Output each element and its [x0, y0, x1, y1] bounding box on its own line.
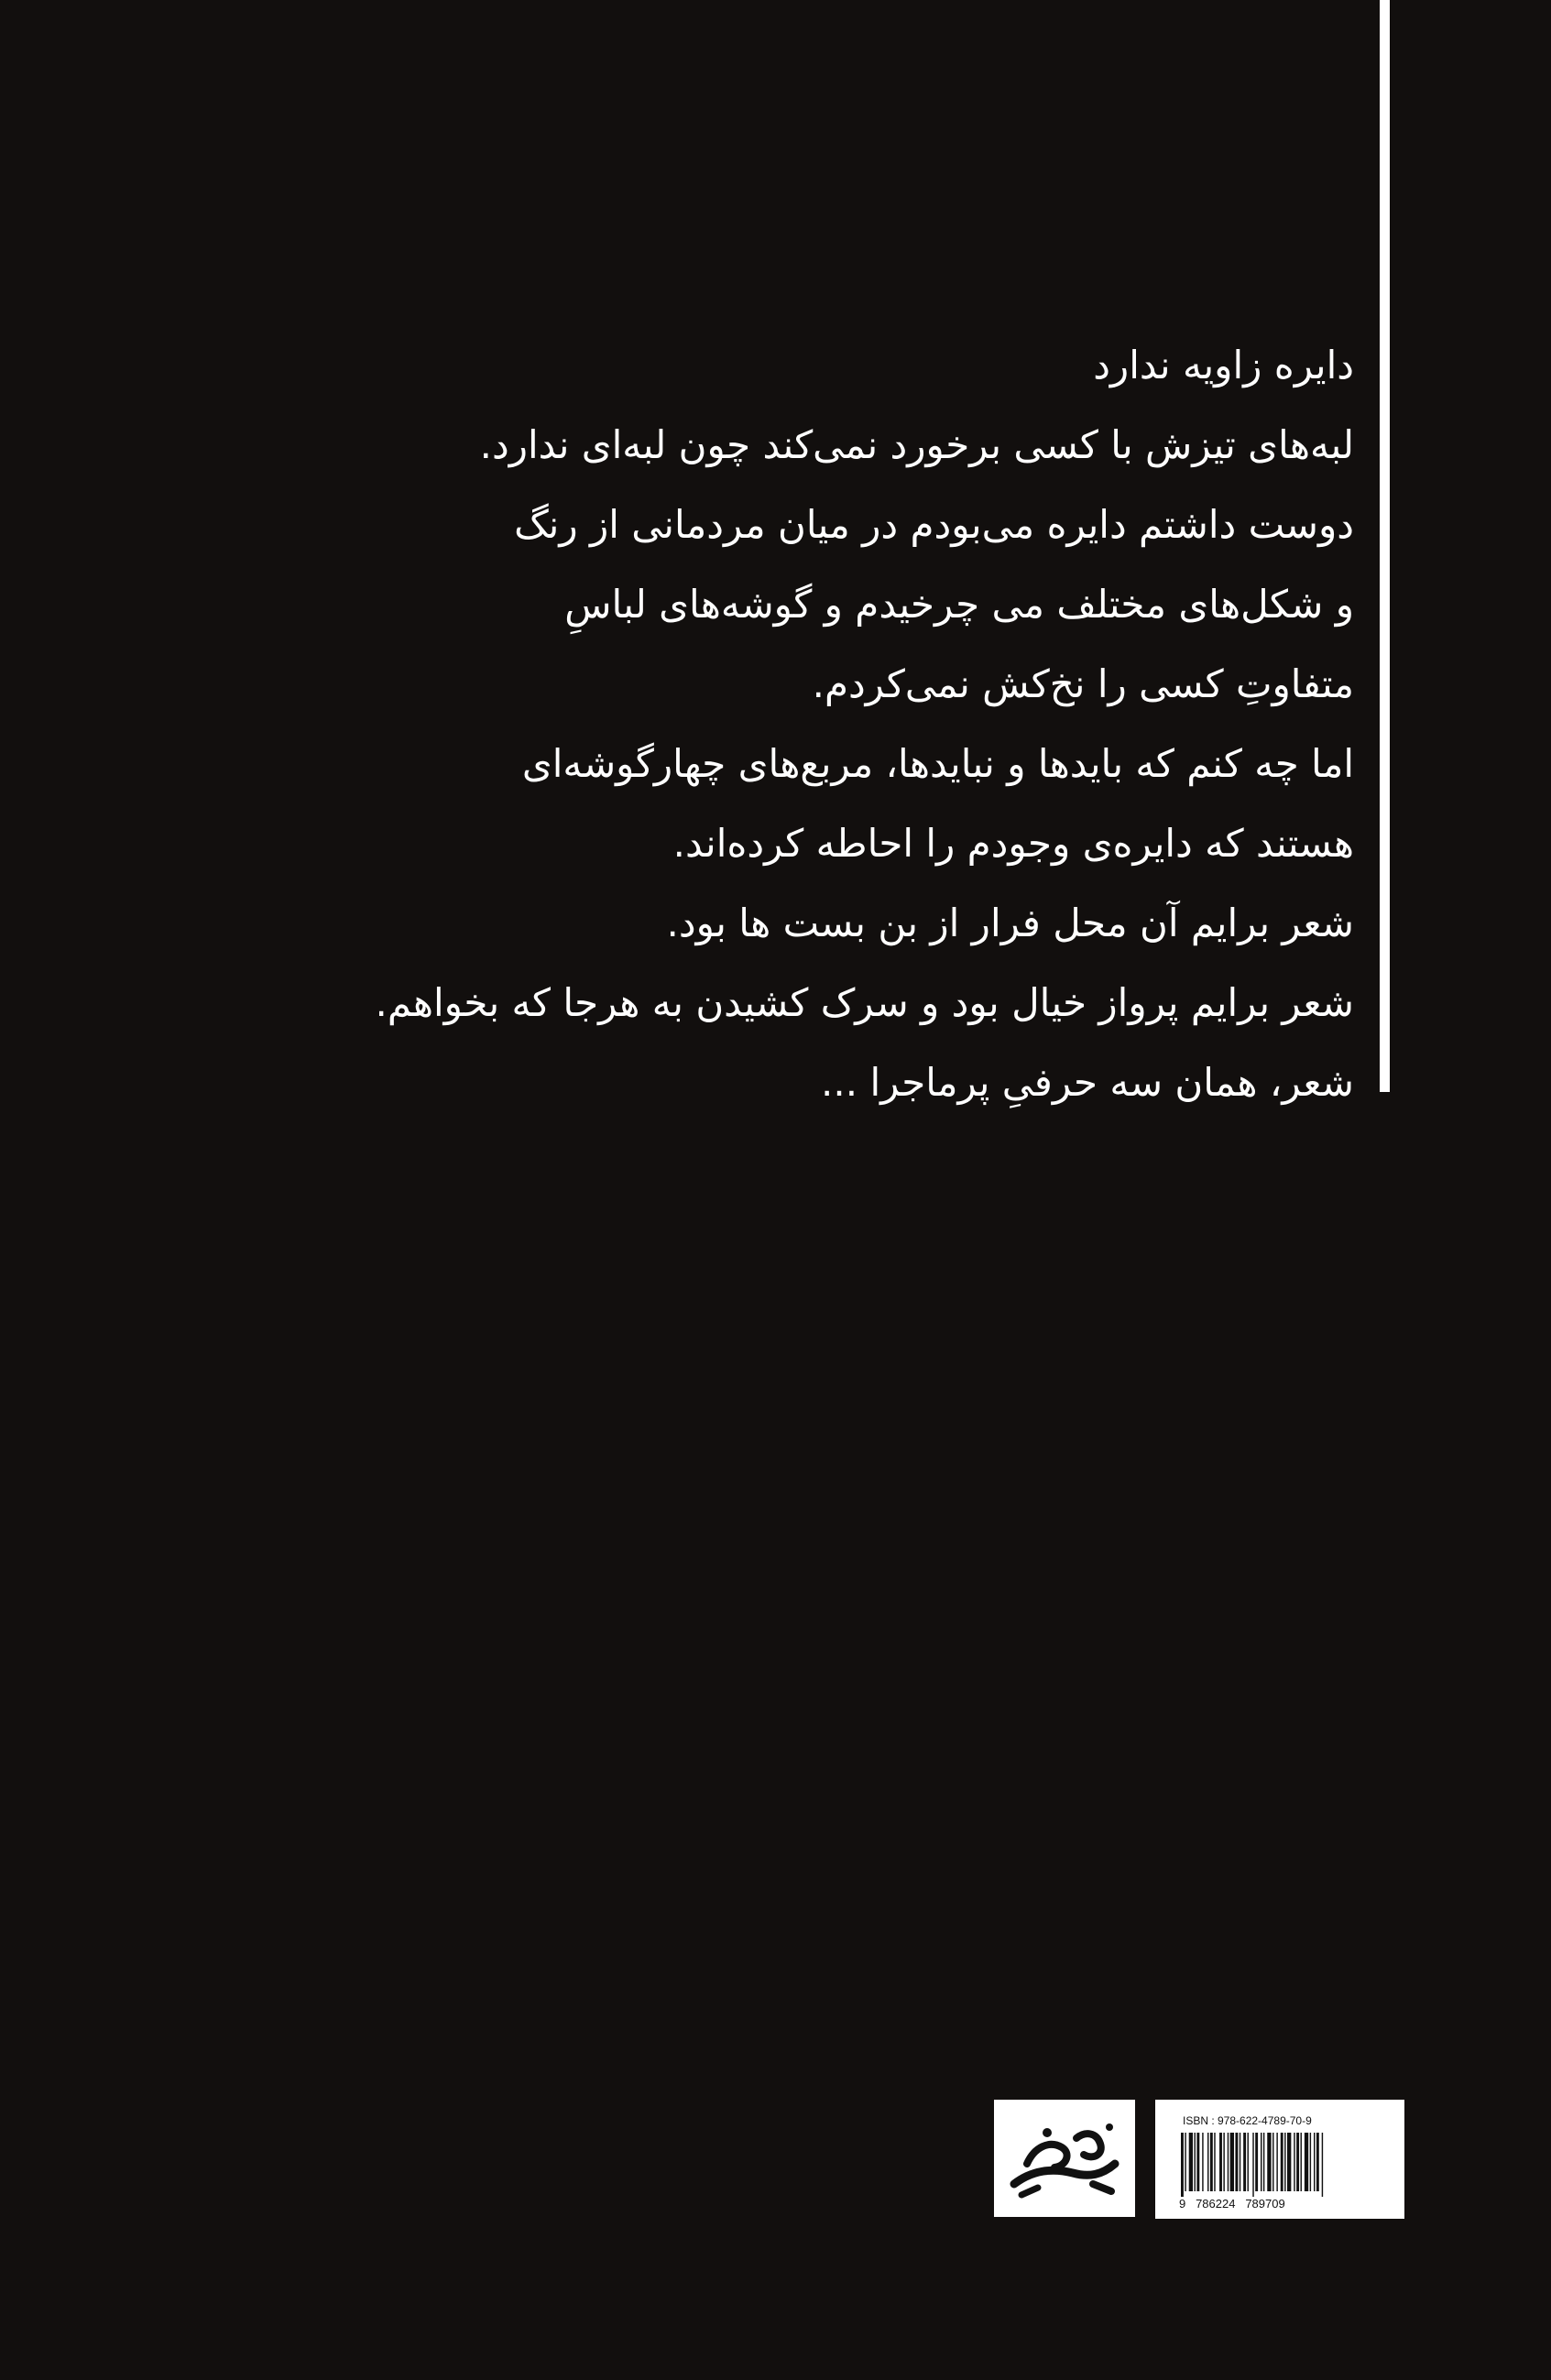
poem-line: اما چه کنم که بایدها و نبایدها، مربع‌های چهارگوشه‌ای [521, 741, 1354, 786]
isbn-barcode [1155, 2100, 1404, 2219]
barcode-digits-group2: 789709 [1245, 2197, 1285, 2211]
barcode-bars [1175, 2133, 1386, 2199]
poem-line: دوست داشتم دایره می‌بودم در میان مردمانی از رنگ [514, 502, 1354, 547]
poem-line: شعر برایم آن محل فرار از بن بست ها بود. [666, 901, 1354, 945]
poem-line: لبه‌های تیزش با کسی برخورد نمی‌کند چون لبه‌ای ندارد. [479, 422, 1354, 467]
barcode-digits [1179, 2197, 1285, 2211]
publisher-logo-icon [994, 2100, 1135, 2217]
poem-line: دایره زاویه ندارد [1093, 343, 1354, 388]
poem-line: شعر برایم پرواز خیال بود و سرک کشیدن به هرجا که بخواهم. [375, 980, 1354, 1025]
vertical-rule [1380, 0, 1390, 1092]
poem-line: شعر، همان سه حرفیِ پرماجرا ... [821, 1060, 1354, 1105]
poem-text [255, 325, 1354, 1122]
barcode-digits-group1: 786224 [1196, 2197, 1236, 2211]
isbn-label: ISBN : 978-622-4789-70-9 [1183, 2114, 1312, 2127]
poem-line: و شکل‌های مختلف می چرخیدم و گوشه‌های لباسِ [564, 582, 1354, 627]
poem-line: هستند که دایره‌ی وجودم را احاطه کرده‌اند. [672, 821, 1354, 866]
barcode-digit-first: 9 [1179, 2197, 1186, 2211]
poem-line: متفاوتِ کسی را نخ‌کش نمی‌کردم. [812, 661, 1354, 706]
publisher-logo [994, 2100, 1135, 2217]
